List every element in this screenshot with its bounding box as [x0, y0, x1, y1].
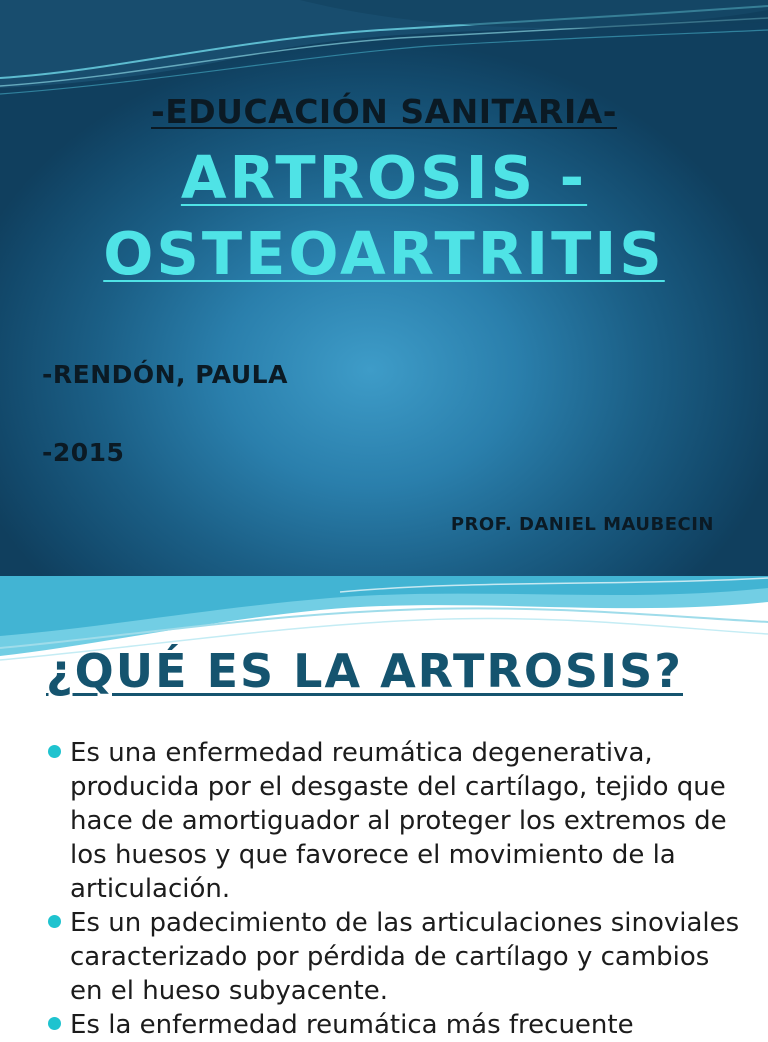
bullet-dot-icon	[48, 745, 61, 758]
bullet-text: Es la enfermedad reumática más frecuente	[70, 1010, 634, 1040]
author-name: -RENDÓN, PAULA	[42, 360, 288, 389]
slide-subtitle: -EDUCACIÓN SANITARIA-	[151, 92, 617, 131]
bullet-item	[46, 736, 746, 906]
bullet-dot-icon	[48, 915, 61, 928]
bullet-text: Es un padecimiento de las articulaciones sinoviales caracterizado por pérdida de cartílago y cambios en el hueso subyacente.	[70, 908, 740, 1006]
slide-title-line-2: OSTEOARTRITIS	[103, 219, 665, 288]
slide-title-line-1: ARTROSIS -	[180, 143, 588, 212]
year-label: -2015	[42, 438, 125, 467]
content-slide	[0, 576, 768, 1040]
bullet-item	[46, 1008, 746, 1042]
bullet-item	[46, 906, 746, 1008]
slide-heading: ¿QUÉ ES LA ARTROSIS?	[46, 644, 683, 698]
bullet-text: Es una enfermedad reumática degenerativa, producida por el desgaste del cartílago, tejido que hace de amortiguador al proteger los extremos de los huesos y que favorece el movimiento de la articulación.	[70, 738, 727, 904]
slide-title	[0, 140, 768, 292]
bullet-list	[46, 736, 746, 1042]
bullet-dot-icon	[48, 1017, 61, 1030]
professor-name: PROF. DANIEL MAUBECIN	[450, 514, 714, 535]
